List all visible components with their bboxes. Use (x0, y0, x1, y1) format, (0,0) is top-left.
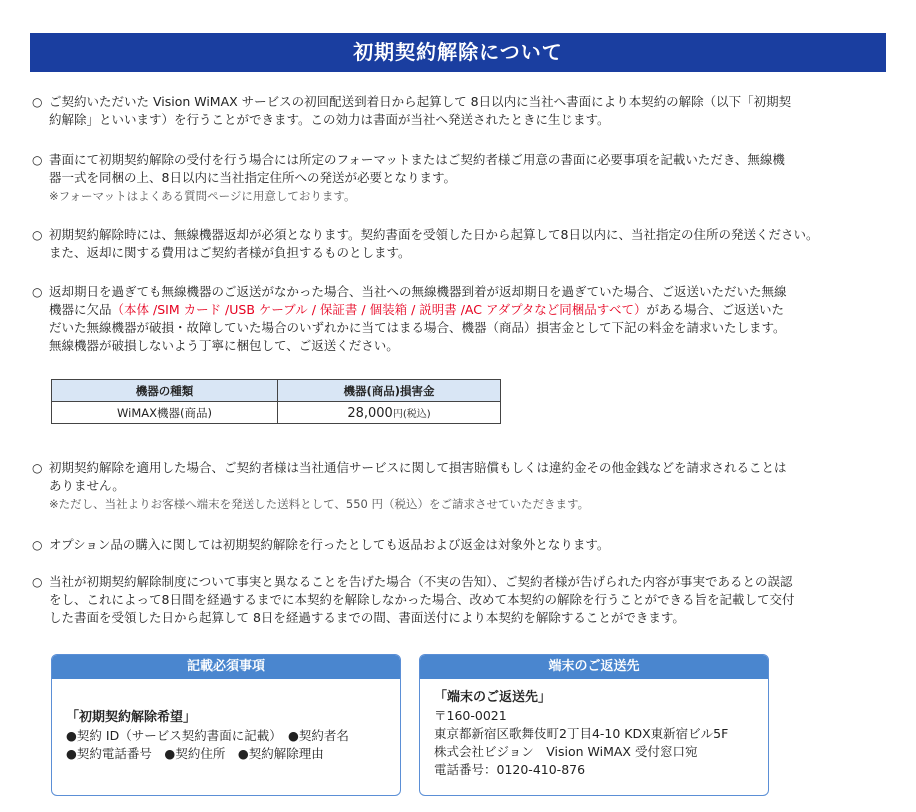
item-text: 当社が初期契約解除制度について事実と異なることを告げた場合（不実の告知）、ご契約者様が告げられた内容が事実であるとの誤認 (49, 574, 793, 589)
bullet-icon: ○ (32, 153, 43, 167)
bullet-icon: ○ (32, 228, 43, 242)
required-items-box (51, 654, 401, 796)
item-text: をし、これによって8日間を経過するまでに本契約を解除しなかった場合、改めて本契約の解除を行うことができる旨を記載して交付 (49, 592, 795, 607)
return-address-header: 端末のご返送先 (420, 655, 768, 679)
list-item (32, 283, 890, 355)
list-item (32, 226, 890, 262)
item-text-pre: 機器に欠品 (49, 302, 112, 317)
item-text: 書面にて初期契約解除の受付を行う場合には所定のフォーマットまたはご契約者様ご用意の書面に必要事項を記載いただき、無線機 (49, 152, 785, 167)
item-text: 無線機器が破損しないよう丁寧に梱包して、ご返送ください。 (49, 338, 399, 353)
bullet-icon: ○ (32, 575, 43, 589)
return-address-title: 「端末のご返送先」 (434, 690, 552, 705)
table-header-row (52, 380, 501, 402)
table-header-fee: 機器(商品)損害金 (278, 380, 501, 402)
included-items-emphasis: （本体 /SIM カード /USB ケーブル / 保証書 / 個装箱 / 説明書 /AC アダプタなど同梱品すべて） (111, 302, 647, 317)
item-text: また、返却に関する費用はご契約者様が負担するものとします。 (49, 245, 411, 260)
bullet-icon: ○ (32, 285, 43, 299)
table-cell-fee (278, 402, 501, 424)
item-note: ※ただし、当社よりお客様へ端末を発送した送料として、550 円（税込）をご請求させていただきます。 (49, 497, 590, 511)
table-row (52, 402, 501, 424)
street-address: 東京都新宿区歌舞伎町2丁目4-10 KDX東新宿ビル5F (434, 726, 729, 741)
item-text (49, 301, 890, 319)
list-item (32, 151, 890, 205)
item-text: 器一式を同梱の上、8日以内に当社指定住所への発送が必要となります。 (49, 170, 456, 185)
page-title: 初期契約解除について (30, 33, 886, 72)
bullet-icon: ○ (32, 461, 43, 475)
item-text: ご契約いただいた Vision WiMAX サービスの初回配送到着日から起算して 8日以内に当社へ書面により本契約の解除（以下「初期契 (49, 94, 792, 109)
item-text: ありません。 (49, 478, 125, 493)
bullet-icon: ○ (32, 95, 43, 109)
required-items-line: ●契約 ID（サービス契約書面に記載） ●契約者名 (66, 728, 349, 743)
required-items-line: ●契約電話番号 ●契約住所 ●契約解除理由 (66, 746, 324, 761)
item-text: 初期契約解除時には、無線機器返却が必須となります。契約書面を受領した日から起算して8日以内に、当社指定の住所の発送ください。 (49, 227, 819, 242)
postal-code: 〒160-0021 (434, 708, 507, 723)
item-text: した書面を受領した日から起算して 8日を経過するまでの間、書面送付により本契約を解除することができます。 (49, 610, 685, 625)
bullet-icon: ○ (32, 538, 43, 552)
table-header-device: 機器の種類 (52, 380, 278, 402)
required-items-header: 記載必須事項 (52, 655, 400, 679)
table-cell-device: WiMAX機器(商品) (52, 402, 278, 424)
list-item (32, 536, 890, 554)
return-address-box (419, 654, 769, 796)
item-text: 返却期日を過ぎても無線機器のご返送がなかった場合、当社への無線機器到着が返却期日を過ぎていた場合、ご返送いただいた無線 (49, 284, 787, 299)
item-note: ※フォーマットはよくある質問ページに用意しております。 (49, 189, 356, 203)
list-item (32, 93, 890, 129)
item-text: だいた無線機器が破損・故障していた場合のいずれかに当てはまる場合、機器（商品）損害金として下記の料金を請求いたします。 (49, 320, 786, 335)
list-item (32, 573, 890, 627)
item-text: オプション品の購入に関しては初期契約解除を行ったとしても返品および返金は対象外となります。 (49, 537, 610, 552)
recipient: 株式会社ビジョン Vision WiMAX 受付窓口宛 (434, 744, 698, 759)
list-item (32, 459, 890, 513)
fee-unit: 円(税込) (392, 408, 431, 420)
required-items-title: 「初期契約解除希望」 (66, 710, 197, 725)
damage-fee-table (51, 379, 501, 424)
item-text-post: がある場合、ご返送いた (646, 302, 784, 317)
phone-number: 電話番号：0120-410-876 (434, 762, 586, 777)
item-text: 約解除」といいます）を行うことができます。この効力は書面が当社へ発送されたときに生じます。 (49, 112, 610, 127)
item-text: 初期契約解除を適用した場合、ご契約者様は当社通信サービスに関して損害賠償もしくは違約金その他金銭などを請求されることは (49, 460, 787, 475)
fee-amount: 28,000 (347, 405, 393, 421)
